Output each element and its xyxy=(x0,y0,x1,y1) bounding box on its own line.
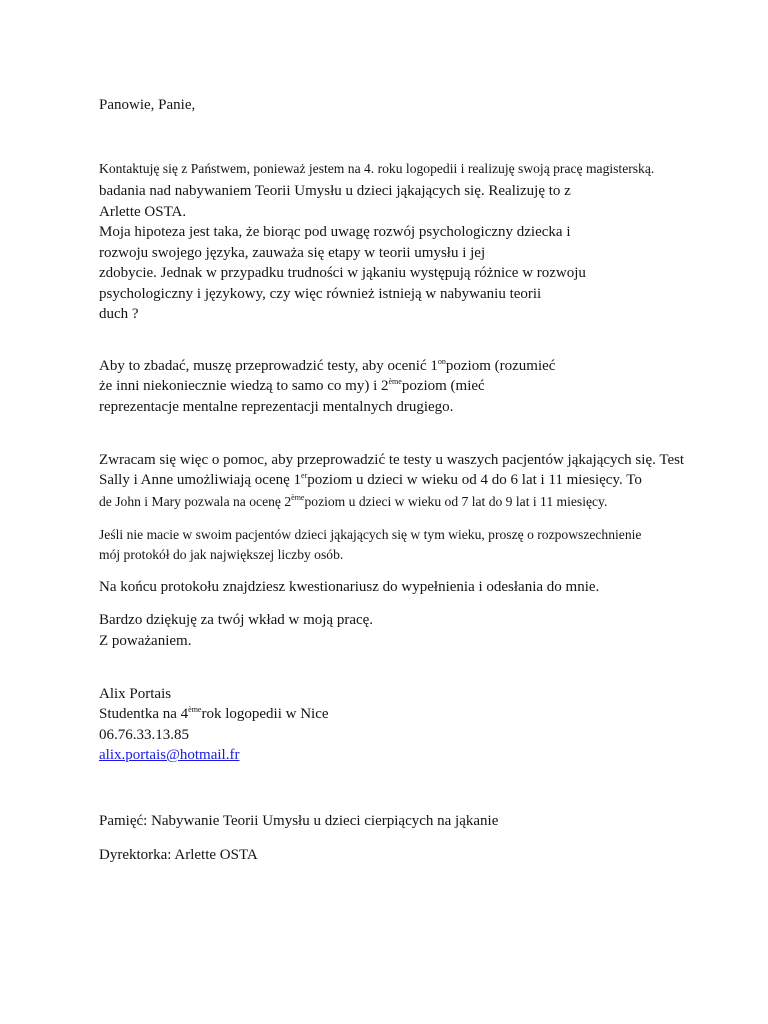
intro-line-3: Arlette OSTA. xyxy=(99,204,187,220)
signature-email-row xyxy=(99,746,239,764)
intro-line-8: duch ? xyxy=(99,306,139,322)
salutation: Panowie, Panie, xyxy=(99,97,196,113)
request-line-2: Sally i Anne umożliwiają ocenę 1erpoziom u dzieci w wieku od 4 do 6 lat i 11 miesięcy. To xyxy=(99,471,642,488)
intro-line-4: Moja hipoteza jest taka, że biorąc pod uwagę rozwój psychologiczny dziecka i xyxy=(99,224,571,240)
intro-line-2: badania nad nabywaniem Teorii Umysłu u dzieci jąkających się. Realizuję to z xyxy=(99,183,571,199)
intro-line-1: Kontaktuję się z Państwem, ponieważ jestem na 4. roku logopedii i realizuję swoją pracę magisterską. xyxy=(99,161,655,176)
thanks-line: Bardzo dziękuję za twój wkład w moją pracę. xyxy=(99,612,374,628)
signature-name: Alix Portais xyxy=(99,686,172,702)
questionnaire-note: Na końcu protokołu znajdziesz kwestionariusz do wypełnienia i odesłania do mnie. xyxy=(99,579,600,595)
email-link[interactable]: alix.portais@hotmail.fr xyxy=(99,747,240,763)
intro-line-6: zdobycie. Jednak w przypadku trudności w jąkaniu występują różnice w rozwoju xyxy=(99,265,586,281)
distribution-line-2: mój protokół do jak największej liczby osób. xyxy=(99,547,344,562)
signature-role: Studentka na 4èmerok logopedii w Nice xyxy=(99,705,329,722)
distribution-line-1: Jeśli nie macie w swoim pacjentów dzieci jąkających się w tym wieku, proszę o rozpowszechnienie xyxy=(99,527,642,542)
closing-line: Z poważaniem. xyxy=(99,633,192,649)
request-line-3: de John i Mary pozwala na ocenę 2èmepoziom u dzieci w wieku od 7 lat do 9 lat i 11 miesięcy. xyxy=(99,493,608,509)
tests-line-2: że inni niekoniecznie wiedzą to samo co my) i 2èmepoziom (mieć xyxy=(99,377,485,394)
intro-line-5: rozwoju swojego języka, zauważa się etapy w teorii umysłu i jej xyxy=(99,245,486,261)
tests-line-1: Aby to zbadać, muszę przeprowadzić testy, aby ocenić $1^{on}poziom$ (rozumieć xyxy=(99,357,556,374)
signature-phone: 06.76.33.13.85 xyxy=(99,727,189,743)
tests-line-3: reprezentacje mentalne reprezentacji mentalnych drugiego. xyxy=(99,399,454,415)
director-line: Dyrektorka: Arlette OSTA xyxy=(99,847,258,863)
request-line-1: Zwracam się więc o pomoc, aby przeprowadzić te testy u waszych pacjentów jąkających się. Test xyxy=(99,452,685,468)
intro-line-7: psychologiczny i językowy, czy więc również istnieją w nabywaniu teorii xyxy=(99,286,542,302)
thesis-title: Pamięć: Nabywanie Teorii Umysłu u dzieci cierpiących na jąkanie xyxy=(99,813,499,829)
